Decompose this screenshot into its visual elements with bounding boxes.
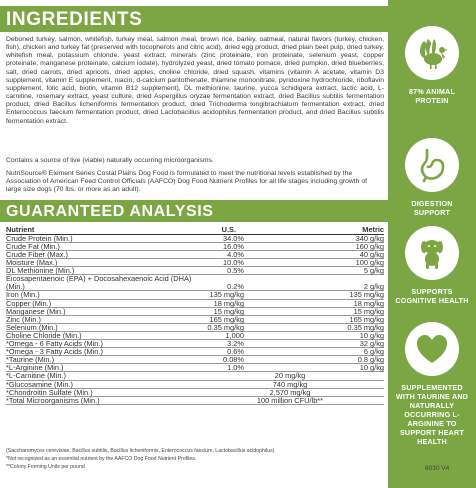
puppy-icon <box>414 235 450 271</box>
badge-circle <box>405 226 459 280</box>
guaranteed-analysis-table <box>6 224 384 405</box>
badge-label: SUPPLEMENTED WITH TAURINE AND NATURALLY OCCURRING L-ARGININE TO SUPPORT HEART HEALTH <box>395 383 469 446</box>
badge-label: SUPPORTS COGNITIVE HEALTH <box>395 287 469 305</box>
metric-value: 10 g/kg <box>359 330 384 340</box>
us-value: 18 mg/kg <box>213 298 244 308</box>
badge-circle <box>405 322 459 376</box>
metric-value: 135 mg/kg <box>349 290 384 300</box>
badge-cognitive <box>395 226 469 305</box>
nutrient-name: Crude Fat (Min.) <box>6 242 60 252</box>
us-value: 0.6% <box>227 347 244 357</box>
metric-value: 15 mg/kg <box>353 306 384 316</box>
nutrient-name: *Glucosamine (Min.) <box>6 379 73 389</box>
combined-value: 740 mg/kg <box>272 379 308 389</box>
nutrient-name: DL Methionine (Min.) <box>6 266 75 276</box>
metric-value: 40 g/kg <box>359 250 384 260</box>
table-row <box>6 275 384 291</box>
nutrient-name: *Total Microorganisms (Min.) <box>6 395 100 405</box>
combined-value: 20 mg/kg <box>274 371 306 381</box>
metric-value: 160 g/kg <box>355 242 384 252</box>
nutrient-name: *L-Arginine (Min.) <box>6 363 64 373</box>
us-value: 3.2% <box>227 339 244 349</box>
nutrient-name: *Chondroitin Sulfate (Min.) <box>6 387 93 397</box>
turkey-icon <box>414 35 450 71</box>
us-value: 4.0% <box>227 250 244 260</box>
us-value: 10.0% <box>223 258 244 268</box>
footnote-cfu: **Colony Forming Units per pound <box>6 464 85 470</box>
col-nutrient-header: Nutrient <box>6 225 35 234</box>
metric-value: 340 g/kg <box>355 234 384 243</box>
stomach-icon <box>414 147 450 183</box>
aafco-statement: NutriSource® Element Series Costal Plains Dog Food is formulated to meet the nutritional levels established by the Association of American Feed Control Officials (AAFCO) Dog Food Nutrient Profiles for all life stages including growth of large size dogs (70 lbs. or more as an adult). <box>6 170 368 194</box>
combined-value: 2,570 mg/kg <box>269 387 311 397</box>
badge-digestion <box>395 138 469 217</box>
footnote-organisms: (Saccharomyces cerevisiae, Bacillus subtilis, Bacillus licheniformis, Enterococcus faecium, Lactobacillus acidophilus) <box>6 448 275 454</box>
nutrient-name: Crude Protein (Min.) <box>6 234 73 243</box>
badge-label: 87% ANIMAL PROTEIN <box>408 87 456 105</box>
nutrient-name: Choline Chloride (Min.) <box>6 330 82 340</box>
probiotic-note: Contains a source of live (viable) naturally occurring microorganisms. <box>6 157 214 164</box>
nutrient-name: Crude Fiber (Max.) <box>6 250 69 260</box>
nutrient-name: *Taurine (Min.) <box>6 355 55 365</box>
us-value: 0.2% <box>227 282 244 292</box>
us-value: 0.08% <box>223 355 244 365</box>
us-value: 135 mg/kg <box>209 290 244 300</box>
nutrient-name: *L-Carnitine (Min.) <box>6 371 66 381</box>
metric-value: 32 g/kg <box>359 339 384 349</box>
nutrient-name: Moisture (Max.) <box>6 258 58 268</box>
nutrient-name: Eicosapentaenoic (EPA) + Docosahexaenoic Acid (DHA) (Min.) <box>6 274 192 292</box>
metric-value: 18 mg/kg <box>353 298 384 308</box>
table-row <box>6 235 384 243</box>
analysis-heading: GUARANTEED ANALYSIS <box>0 200 388 222</box>
metric-value: 0.35 mg/kg <box>347 322 384 332</box>
product-code: 6030 V4 <box>425 465 450 472</box>
combined-value: 100 million CFU/lb** <box>256 395 324 405</box>
metric-value: 6 g/kg <box>363 347 384 357</box>
nutrient-name: *Omega - 3 Fatty Acids (Min.) <box>6 347 103 357</box>
badge-label: DIGESTION SUPPORT <box>411 199 453 217</box>
nutrient-name: Selenium (Min.) <box>6 322 58 332</box>
table-row <box>6 348 384 356</box>
table-row <box>6 291 384 299</box>
ingredients-heading: INGREDIENTS <box>0 6 388 32</box>
metric-value: 165 mg/kg <box>349 314 384 324</box>
us-value: 165 mg/kg <box>209 314 244 324</box>
us-value: 15 mg/kg <box>213 306 244 316</box>
benefits-sidebar <box>388 0 476 488</box>
us-value: 0.35 mg/kg <box>207 322 244 332</box>
us-value: 16.0% <box>223 242 244 252</box>
nutrient-name: Manganese (Min.) <box>6 306 66 316</box>
nutrient-name: Copper (Min.) <box>6 298 52 308</box>
table-row <box>6 251 384 259</box>
us-value: 34.0% <box>223 234 244 243</box>
badge-circle <box>405 26 459 80</box>
ingredients-list: Deboned turkey, salmon, whitefish, turkey meal, salmon meal, brown rice, barley, oatmeal, natural flavors (turkey, chicken, fish), chicken and turkey fat (preserved with tocopherols and citric acid), dried egg product, dried plain beet pulp, dried turkey, whitefish meal, potassium chloride, yeast extract, minerals (zinc proteinate, iron proteinate, selenium yeast, copper proteinate, manganese proteinate, calcium iodate), hydrolyzed yeast, dried tomato pomace, dried pumpkin, dried blueberries, salt, dried carrots, dried apricots, dried apples, choline chloride, dried squash, vitamins (vitamin A acetate, vitamin D3 supplement, vitamin E supplement, niacin, d-calcium pantothenate, thiamine mononitrate, pyridoxine hydrochloride, riboflavin supplement, folic acid, biotin, vitamin B12 supplement), DL methionine, taurine, yucca schidigera extract, lactic acid, L-carnitine, rosemary extract, yeast culture, dried Aspergillus oryzae fermentation extract, dried Bacillus subtilis fermentation product, dried Bacillus licheniformis fermentation product, dried Trichoderma longibrachiatum fermentation extract, dried Enterococcus faecium fermentation product, dried Lactobacillus acidophilus fermentation product, and dried Bacillus subtilis fermentation extract. <box>6 36 384 125</box>
us-value: 1.0% <box>227 363 244 373</box>
heart-icon <box>414 331 450 367</box>
metric-value: 5 g/kg <box>363 266 384 276</box>
table-row <box>6 308 384 316</box>
col-metric-header: Metric <box>362 225 384 234</box>
metric-value: 2 g/kg <box>363 282 384 292</box>
badge-animal-protein <box>395 26 469 105</box>
footnote-not-essential: *Not recognized as an essential nutrient by the AAFCO Dog Food Nutrient Profiles. <box>6 456 197 462</box>
nutrient-name: Iron (Min.) <box>6 290 40 300</box>
nutrient-name: *Omega - 6 Fatty Acids (Min.) <box>6 339 103 349</box>
metric-value: 10 g/kg <box>359 363 384 373</box>
metric-value: 100 g/kg <box>355 258 384 268</box>
table-row <box>6 316 384 324</box>
nutrient-name: Zinc (Min.) <box>6 314 41 324</box>
table-row <box>6 397 384 405</box>
footnotes <box>6 447 384 471</box>
badge-circle <box>405 138 459 192</box>
us-value: 0.5% <box>227 266 244 276</box>
badge-heart-health <box>395 322 469 446</box>
col-us-header: U.S. <box>221 225 236 234</box>
us-value: 1,000 <box>225 330 244 340</box>
metric-value: 0.8 g/kg <box>357 355 384 365</box>
